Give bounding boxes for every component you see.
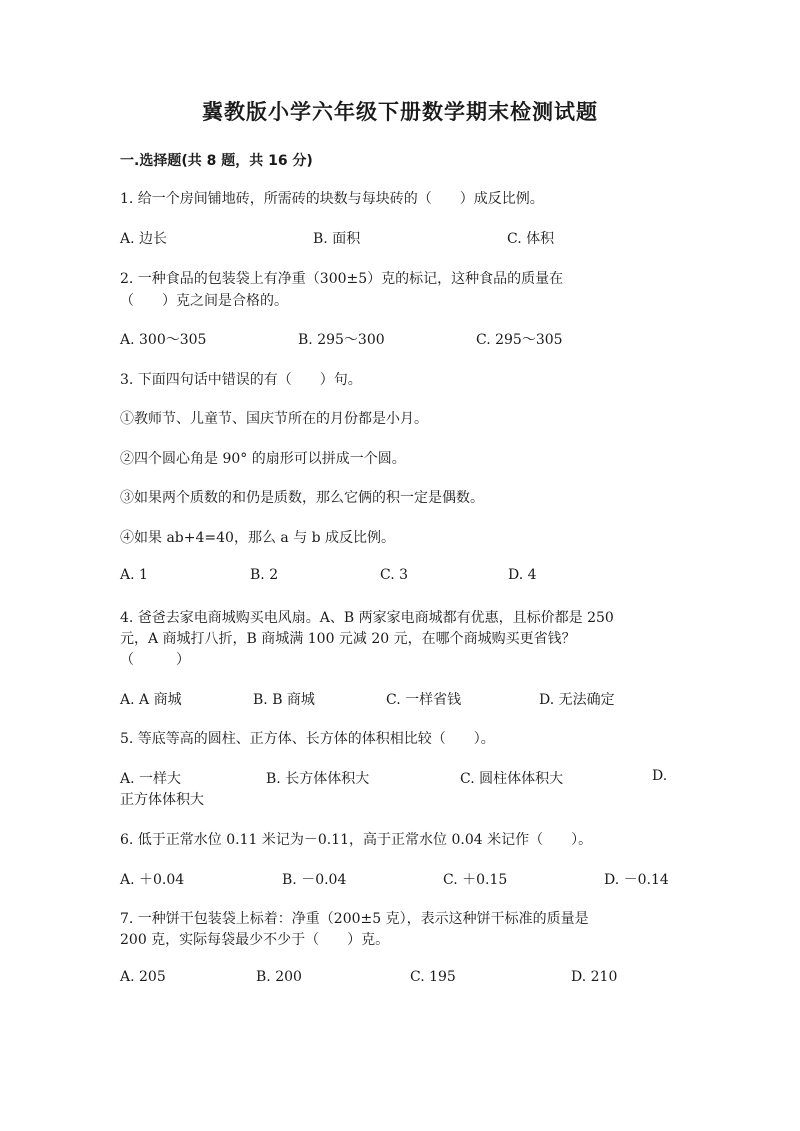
question-2-option-b: B. 295～300	[298, 332, 385, 348]
question-7-option-d: D. 210	[571, 969, 618, 985]
question-5-option-c: C. 圆柱体体积大	[460, 771, 564, 787]
question-3-statement: ②四个圆心角是 90° 的扇形可以拼成一个圆。	[120, 451, 406, 467]
page-title: 冀教版小学六年级下册数学期末检测试题	[202, 100, 598, 124]
question-4-text: 4. 爸爸去家电商城购买电风扇。A、B 两家家电商城都有优惠，且标价都是 250	[120, 610, 614, 626]
question-7-text: 7. 一种饼干包装袋上标着：净重（200±5 克），表示这种饼干标准的质量是	[120, 911, 589, 927]
question-1-option-c: C. 体积	[507, 231, 555, 247]
question-7-option-a: A. 205	[120, 969, 166, 985]
question-6-option-a: A. ＋0.04	[120, 872, 185, 888]
question-5-option-d: D.	[652, 768, 668, 784]
question-3-statement: ③如果两个质数的和仍是质数，那么它俩的积一定是偶数。	[120, 490, 484, 506]
question-5-text: 5. 等底等高的圆柱、正方体、长方体的体积相比较（ ）。	[120, 731, 495, 747]
question-7-text: 200 克，实际每袋最少不少于（ ）克。	[120, 932, 390, 948]
question-2-option-a: A. 300～305	[120, 332, 207, 348]
question-4-text: 元，A 商城打八折，B 商城满 100 元减 20 元，在哪个商城购买更省钱？	[120, 631, 576, 647]
question-4-option-c: C. 一样省钱	[386, 692, 462, 708]
question-3-text: 3. 下面四句话中错误的有（ ）句。	[120, 372, 362, 388]
question-3-option-d: D. 4	[508, 567, 537, 583]
question-3-statement: ①教师节、儿童节、国庆节所在的月份都是小月。	[120, 411, 428, 427]
question-4-option-a: A. A 商城	[120, 692, 182, 708]
question-7-option-b: B. 200	[256, 969, 302, 985]
question-3-option-b: B. 2	[250, 567, 279, 583]
question-2-option-c: C. 295～305	[476, 332, 563, 348]
question-6-text: 6. 低于正常水位 0.11 米记为－0.11，高于正常水位 0.04 米记作（ ）。	[120, 832, 593, 848]
question-3-option-c: C. 3	[380, 567, 409, 583]
question-6-option-b: B. －0.04	[282, 872, 347, 888]
question-6-option-d: D. －0.14	[604, 872, 669, 888]
question-1-text: 1. 给一个房间铺地砖，所需砖的块数与每块砖的（ ）成反比例。	[120, 191, 544, 207]
question-7-option-c: C. 195	[410, 969, 456, 985]
section-heading: 一.选择题(共 8 题，共 16 分)	[120, 153, 313, 169]
question-2-text: （ ）克之间是合格的。	[120, 293, 288, 309]
question-5-option-d-text: 正方体体积大	[120, 792, 204, 808]
question-4-text: （ ）	[120, 652, 190, 668]
question-5-option-a: A. 一样大	[120, 771, 182, 787]
question-5-option-b: B. 长方体体积大	[266, 771, 370, 787]
question-6-option-c: C. ＋0.15	[443, 872, 508, 888]
question-2-text: 2. 一种食品的包装袋上有净重（300±5）克的标记，这种食品的质量在	[120, 271, 564, 287]
question-1-option-b: B. 面积	[313, 231, 361, 247]
question-3-option-a: A. 1	[120, 567, 148, 583]
question-4-option-b: B. B 商城	[253, 692, 315, 708]
question-4-option-d: D. 无法确定	[539, 692, 615, 708]
question-3-statement: ④如果 ab+4=40，那么 a 与 b 成反比例。	[120, 530, 396, 546]
question-1-option-a: A. 边长	[120, 231, 168, 247]
